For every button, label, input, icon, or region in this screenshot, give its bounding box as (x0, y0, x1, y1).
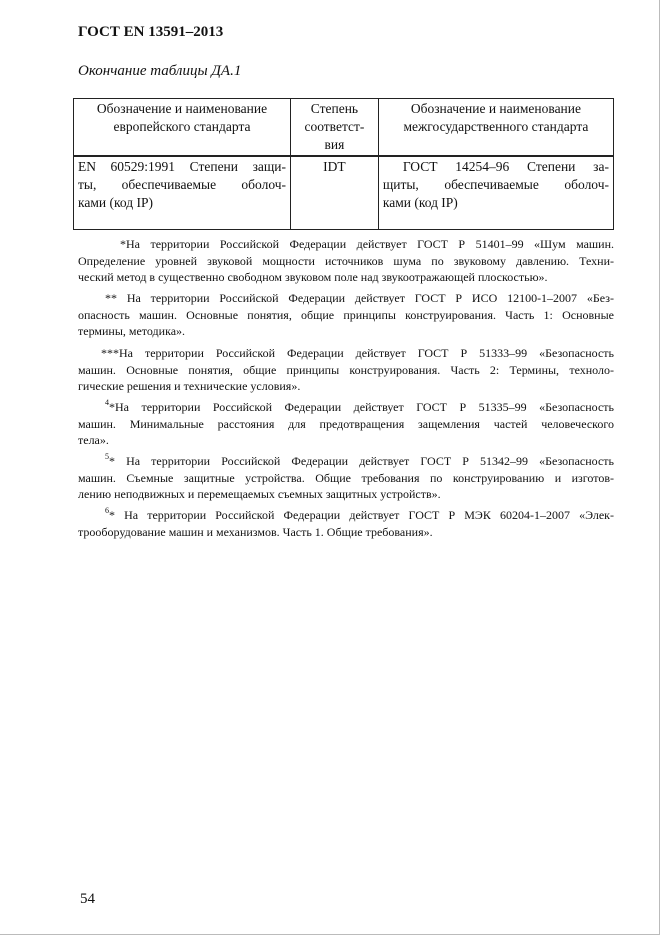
footnote-line: На территории Российской Федерации действует ГОСТ Р 51333–99 «Безопасность (119, 346, 614, 360)
footnote-line: термины, методика». (78, 324, 186, 338)
header-line: соответст- (304, 119, 365, 134)
page-number: 54 (80, 891, 95, 907)
header-degree (291, 99, 379, 157)
footnote-line: На территории Российской Федерации действует ГОСТ Р 51342–99 «Безопасность (126, 454, 614, 468)
footnote (78, 453, 614, 503)
header-line: европейского стандарта (113, 119, 251, 134)
footnote-line: На территории Российской Федерации действует ГОСТ Р 51335–99 «Безопасность (115, 400, 614, 414)
header-interstate-standard (378, 99, 613, 157)
footnote-line: трооборудование машин и механизмов. Часть 1. Общие требования». (78, 524, 433, 539)
document-header: ГОСТ EN 13591–2013 (78, 24, 224, 40)
footnote-line: тела». (78, 433, 109, 447)
header-line: Обозначение и наименование (410, 101, 581, 116)
cell-line: щиты, обеспечиваемые оболоч- (382, 177, 609, 192)
footnote (78, 345, 614, 395)
table-caption: Окончание таблицы ДА.1 (78, 63, 242, 79)
footnote-line: Определение уровней звуковой мощности источников шума по звуковому давлению. Техни- (78, 253, 614, 268)
footnote-mark: * (109, 400, 115, 414)
footnote-mark: * (109, 454, 115, 468)
cell-european-standard (74, 156, 291, 230)
footnote-line: опасность машин. Основные понятия, общие принципы конструирования. Часть 1: Основные (78, 307, 614, 322)
cell-line: ками (код IP) (78, 195, 153, 210)
header-european-standard (74, 99, 291, 157)
footnote-line: На территории Российской Федерации действует ГОСТ Р МЭК 60204-1–2007 «Элек- (124, 508, 614, 522)
header-line: Степень (310, 101, 359, 116)
table-row (74, 156, 614, 230)
footnote-superscript: 4 (105, 398, 109, 407)
standards-table (73, 98, 614, 230)
header-line: Обозначение и наименование (96, 101, 268, 116)
footnote-line: лению неподвижных и перемещаемых съемных защитных устройств». (78, 487, 441, 501)
footnote (78, 399, 614, 449)
cell-line: ты, обеспечиваемые оболоч- (78, 177, 287, 192)
cell-interstate-standard (378, 156, 613, 230)
header-line: межгосударственного стандарта (403, 119, 589, 134)
footnote-mark: * (120, 237, 126, 251)
footnote (78, 507, 614, 540)
footnote-superscript: 6 (105, 506, 109, 515)
footnote-line: На территории Российской Федерации действует ГОСТ Р 51401–99 «Шум машин. (126, 237, 614, 251)
footnote (78, 236, 614, 286)
footnote-line: машин. Основные понятия, общие принципы конструирования. Часть 2: Термины, техноло- (78, 362, 614, 377)
footnote-mark: ** (105, 291, 117, 305)
cell-degree: IDT (291, 156, 379, 230)
cell-line: ГОСТ 14254–96 Степени за- (402, 159, 609, 174)
footnote-mark: * (109, 508, 115, 522)
footnote-line: ческий метод в существенно свободном звуковом поле над звукоотражающей плоскостью». (78, 270, 548, 284)
footnote-line: На территории Российской Федерации действует ГОСТ Р ИСО 12100-1–2007 «Без- (126, 291, 614, 305)
footnote-line: машин. Съемные защитные устройства. Общие требования по конструированию и изготов- (78, 470, 614, 485)
cell-line: ками (код IP) (382, 195, 458, 210)
header-line: вия (324, 137, 345, 152)
table-header-row (74, 99, 614, 157)
footnote (78, 290, 614, 340)
footnote-mark: *** (101, 346, 119, 360)
footnote-line: машин. Минимальные расстояния для предотвращения защемления частей человеческого (78, 416, 614, 431)
footnote-line: гические решения и технические условия». (78, 379, 301, 393)
cell-line: EN 60529:1991 Степени защи- (78, 159, 287, 174)
footnote-superscript: 5 (105, 452, 109, 461)
